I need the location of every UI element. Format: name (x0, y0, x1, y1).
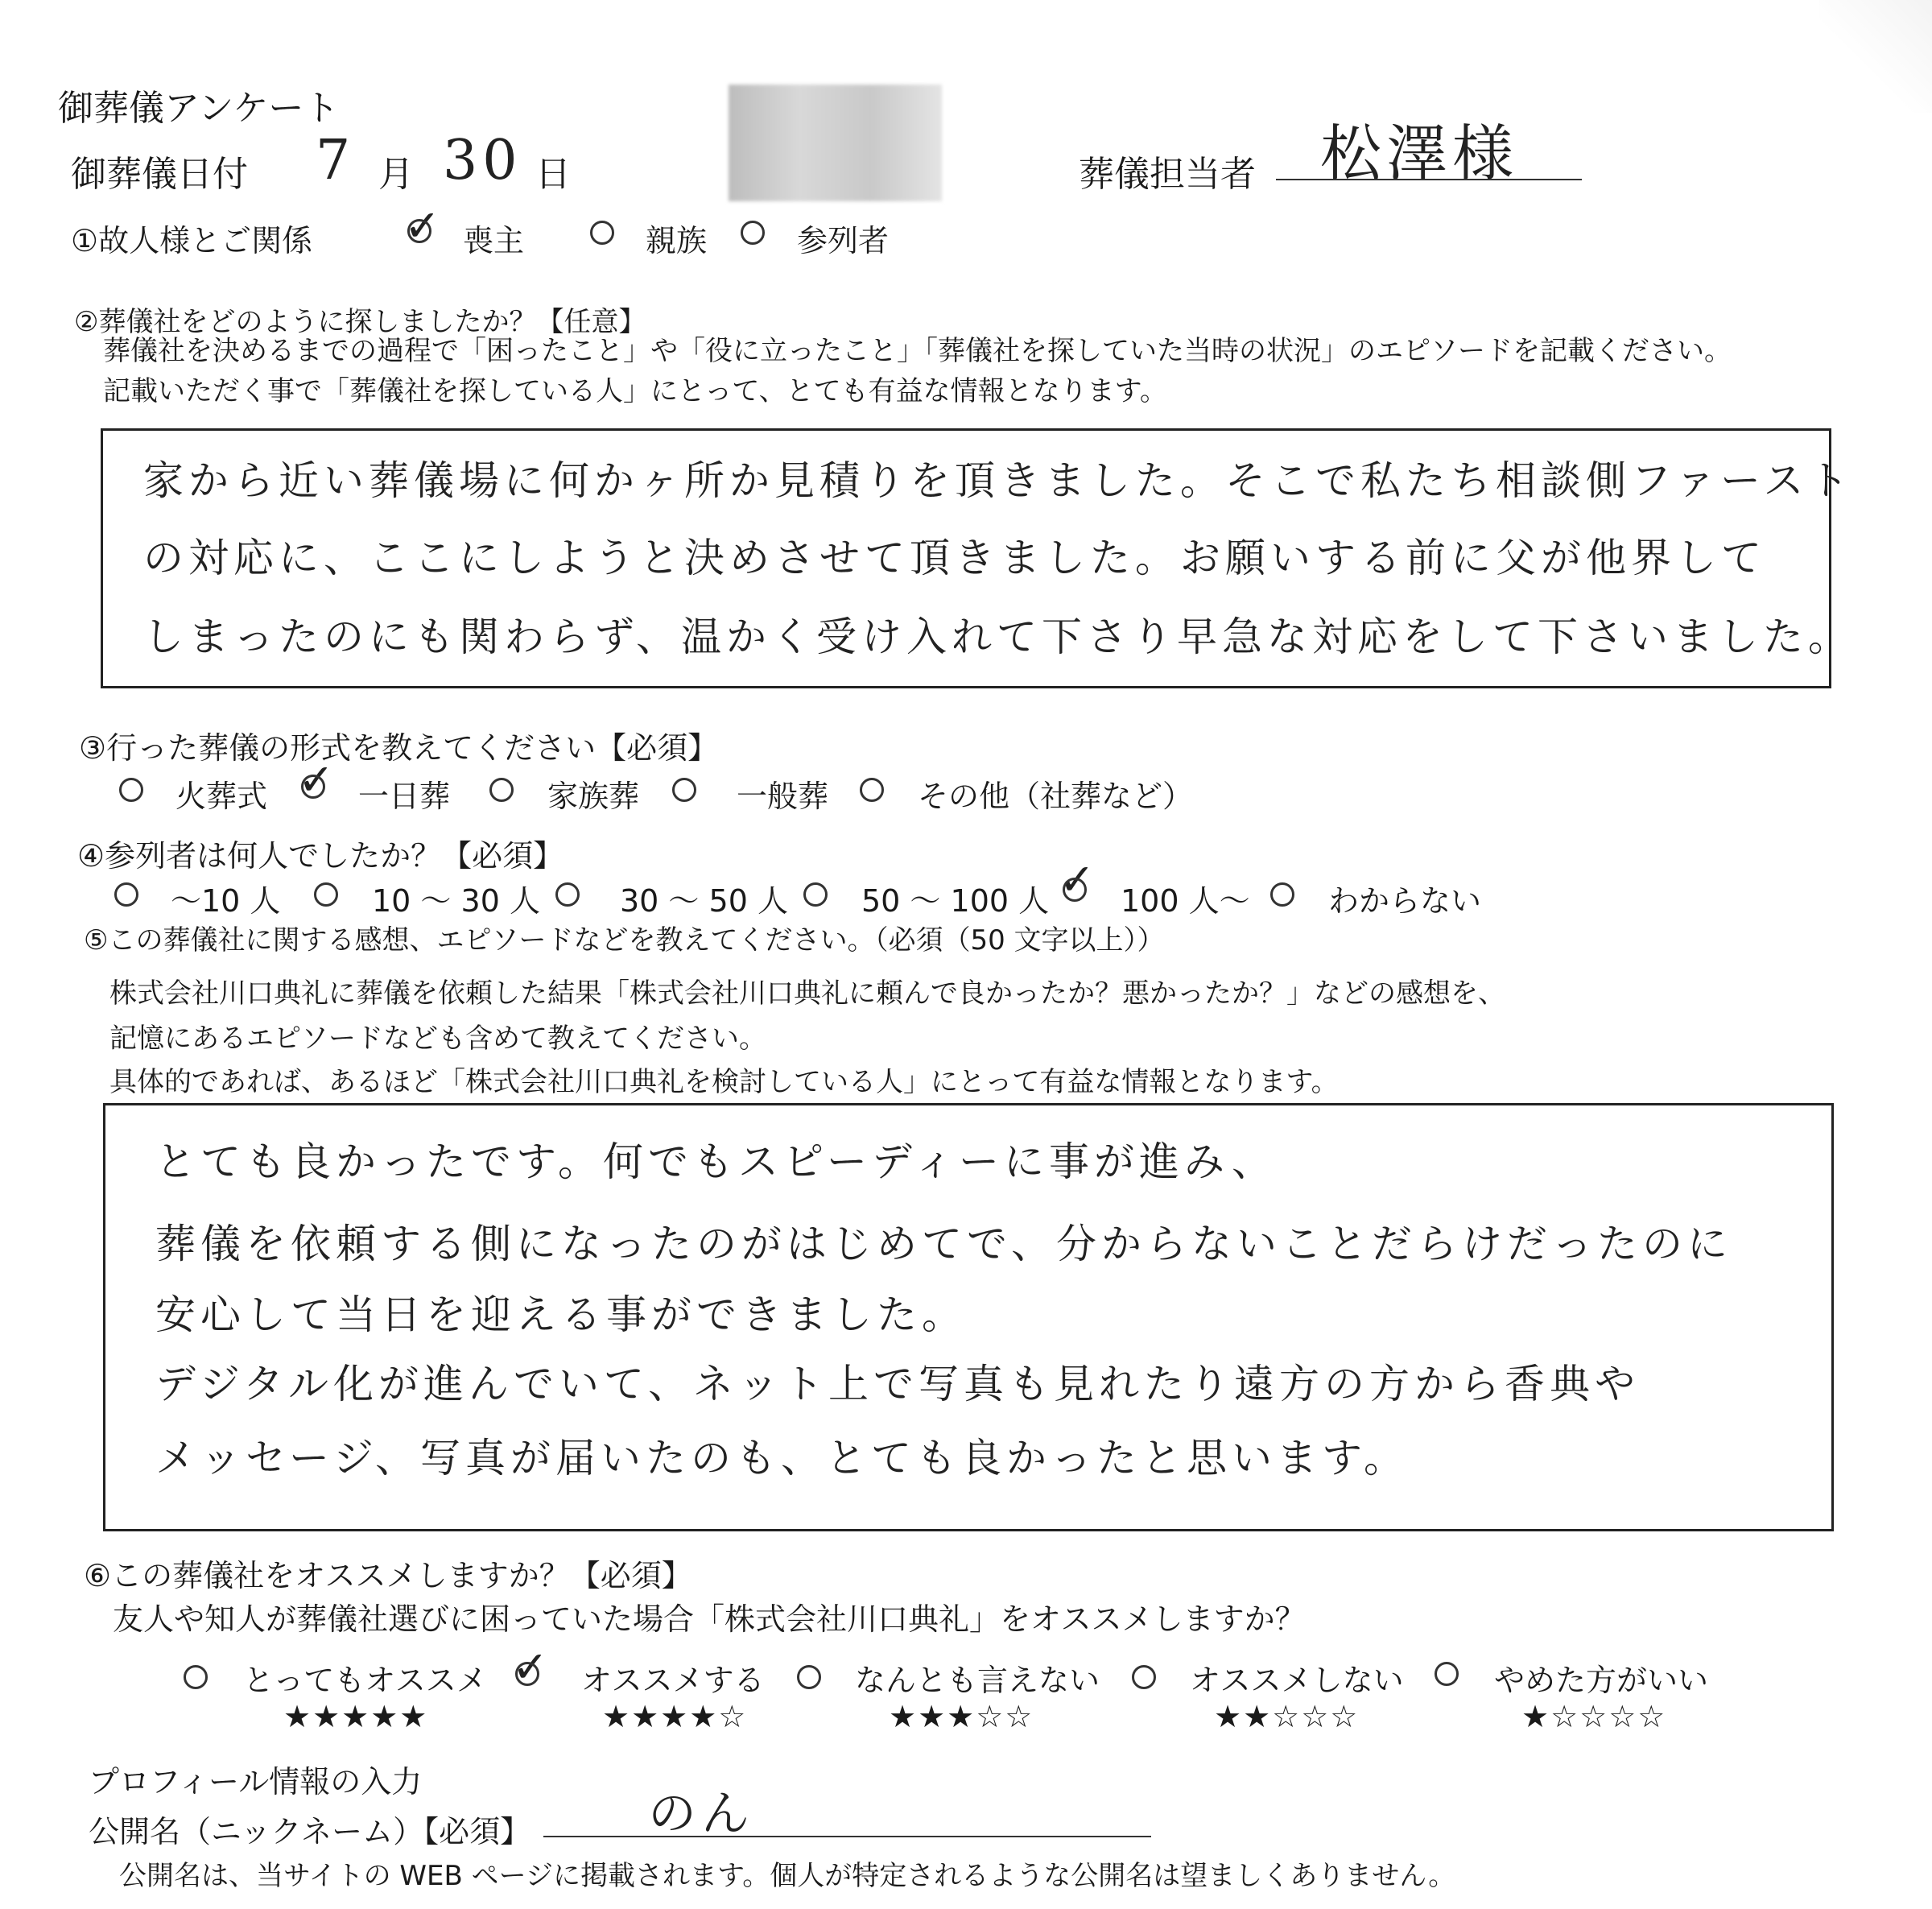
q6-option-0: とってもオススメ (243, 1663, 487, 1698)
q6-option-4: やめた方がいい (1494, 1663, 1709, 1698)
q5-label: ⑤この葬儀社に関する感想、エピソードなどを教えてください。（必須（50 文字以上）） (84, 924, 1165, 957)
q6-radio-3[interactable] (1132, 1665, 1156, 1689)
q5-answer-line-0: とても良かったです。何でもスピーディーに事が進み、 (155, 1138, 1277, 1185)
q6-label: ⑥この葬儀社をオススメしますか？【必須】 (84, 1558, 692, 1593)
q1-radio-1[interactable] (590, 221, 614, 245)
q4-check-mark: ✓ (1059, 854, 1096, 905)
q3-label: ③行った葬儀の形式を教えてください【必須】 (79, 730, 719, 766)
q5-answer-box[interactable] (103, 1103, 1834, 1531)
q6-radio-1[interactable] (515, 1662, 539, 1686)
q3-option-0: 火葬式 (175, 779, 268, 814)
q2-desc-2: 記載いただく事で「葬儀社を探している人」にとって、とても有益な情報となります。 (103, 375, 1167, 407)
q2-answer-line-2: しまったのにも関わらず、温かく受け入れて下さり早急な対応をして下さいました。 (143, 614, 1853, 660)
q4-radio-0[interactable] (114, 882, 138, 907)
q4-radio-3[interactable] (803, 882, 828, 907)
form-title: 御葬儀アンケート (58, 88, 340, 129)
q6-radio-4[interactable] (1435, 1662, 1459, 1686)
q5-desc-1: 株式会社川口典礼に葬儀を依頼した結果「株式会社川口典礼に頼んで良かったか？悪かったか？」などの感想を、 (109, 977, 1505, 1010)
nickname-label: 公開名（ニックネーム）【必須】 (89, 1814, 531, 1849)
q3-option-4: その他（社葬など） (918, 779, 1194, 814)
q5-desc-3: 具体的であれば、あるほど「株式会社川口典礼を検討している人」にとって有益な情報となります。 (109, 1066, 1339, 1098)
redacted-area (729, 85, 942, 201)
staff-label: 葬儀担当者 (1079, 154, 1256, 195)
q5-desc-2: 記憶にあるエピソードなども含めて教えてください。 (109, 1023, 766, 1055)
funeral-date-label: 御葬儀日付 (71, 154, 248, 195)
q6-stars-2: ★★★☆☆ (889, 1699, 1034, 1734)
q5-answer-line-4: メッセージ、写真が届いたのも、とても良かったと思います。 (155, 1435, 1409, 1481)
q4-radio-1[interactable] (314, 882, 338, 907)
q3-option-2: 家族葬 (547, 779, 640, 814)
q6-desc: 友人や知人が葬儀社選びに困っていた場合「株式会社川口典礼」をオススメしますか？ (113, 1601, 1306, 1637)
q3-radio-1[interactable] (301, 775, 325, 799)
nickname-note: 公開名は、当サイトの WEB ページに掲載されます。個人が特定されるような公開名は望ましくありません。 (119, 1860, 1456, 1892)
q5-answer-line-2: 安心して当日を迎える事ができました。 (155, 1291, 967, 1338)
q6-stars-0: ★★★★★ (283, 1699, 429, 1734)
q1-option-2: 参列者 (797, 223, 890, 258)
q6-stars-3: ★★☆☆☆ (1214, 1699, 1360, 1734)
staff-underline (1276, 179, 1582, 180)
q4-option-1: 10 ～ 30 人 (372, 883, 540, 919)
q2-desc-1: 葬儀社を決めるまでの過程で「困ったこと」や「役に立ったこと」「葬儀社を探していた当時の状況」のエピソードを記載ください。 (103, 335, 1732, 367)
q1-option-1: 親族 (646, 223, 708, 258)
funeral-month-unit: 月 (378, 154, 414, 195)
q4-option-4: 100 人～ (1121, 883, 1250, 919)
q4-option-5: わからない (1328, 883, 1482, 919)
q1-radio-2[interactable] (741, 221, 765, 245)
q6-option-2: なんとも言えない (855, 1663, 1100, 1698)
q6-option-1: オススメする (581, 1663, 765, 1698)
q4-label: ④参列者は何人でしたか？【必須】 (77, 838, 564, 874)
funeral-day-unit: 日 (535, 154, 571, 195)
q2-answer-line-0: 家から近い葬儀場に何かヶ所か見積りを頂きました。そこで私たち相談側ファースト (143, 457, 1854, 504)
paper-corner-fold (1819, 0, 1932, 113)
q1-check-mark: ✓ (404, 200, 441, 251)
q3-radio-0[interactable] (119, 778, 143, 802)
q4-option-2: 30 ～ 50 人 (620, 883, 788, 919)
q6-radio-0[interactable] (184, 1665, 208, 1689)
q4-radio-2[interactable] (555, 882, 580, 907)
q3-option-1: 一日葬 (358, 779, 451, 814)
staff-name-value: 松澤様 (1320, 118, 1518, 189)
q2-label: ②葬儀社をどのように探しましたか？【任意】 (74, 306, 646, 338)
funeral-day-value: 30 (443, 129, 522, 192)
q6-option-3: オススメしない (1190, 1663, 1404, 1698)
q2-answer-box[interactable] (101, 428, 1854, 688)
nickname-value[interactable]: のん (648, 1786, 754, 1842)
q3-radio-4[interactable] (860, 778, 884, 802)
q1-radio-0[interactable] (407, 219, 431, 243)
q6-radio-2[interactable] (797, 1665, 821, 1689)
q4-option-0: ～10 人 (171, 883, 281, 919)
q6-stars-4: ★☆☆☆☆ (1521, 1699, 1667, 1734)
q5-answer-line-1: 葬儀を依頼する側になったのがはじめてで、分からないことだらけだったのに (155, 1221, 1732, 1267)
q4-radio-5[interactable] (1270, 882, 1294, 907)
q3-check-mark: ✓ (298, 754, 335, 805)
q1-label: ①故人様とご関係 (71, 223, 313, 258)
q3-option-3: 一般葬 (737, 779, 829, 814)
q6-check-mark: ✓ (512, 1642, 549, 1692)
q3-radio-2[interactable] (489, 778, 514, 802)
q2-answer-line-1: の対応に、ここにしようと決めさせて頂きました。お願いする前に父が他界して (143, 535, 1766, 581)
q4-option-3: 50 ～ 100 人 (861, 883, 1050, 919)
nickname-underline (543, 1836, 1151, 1837)
q4-radio-4[interactable] (1063, 878, 1087, 902)
q3-radio-3[interactable] (672, 778, 696, 802)
q5-answer-line-3: デジタル化が進んでいて、ネット上で写真も見れたり遠方の方から香典や (155, 1361, 1640, 1407)
q1-option-0: 喪主 (463, 223, 525, 258)
funeral-month-value: 7 (316, 129, 356, 192)
profile-heading: プロフィール情報の入力 (89, 1764, 423, 1800)
q6-stars-1: ★★★★☆ (602, 1699, 748, 1734)
